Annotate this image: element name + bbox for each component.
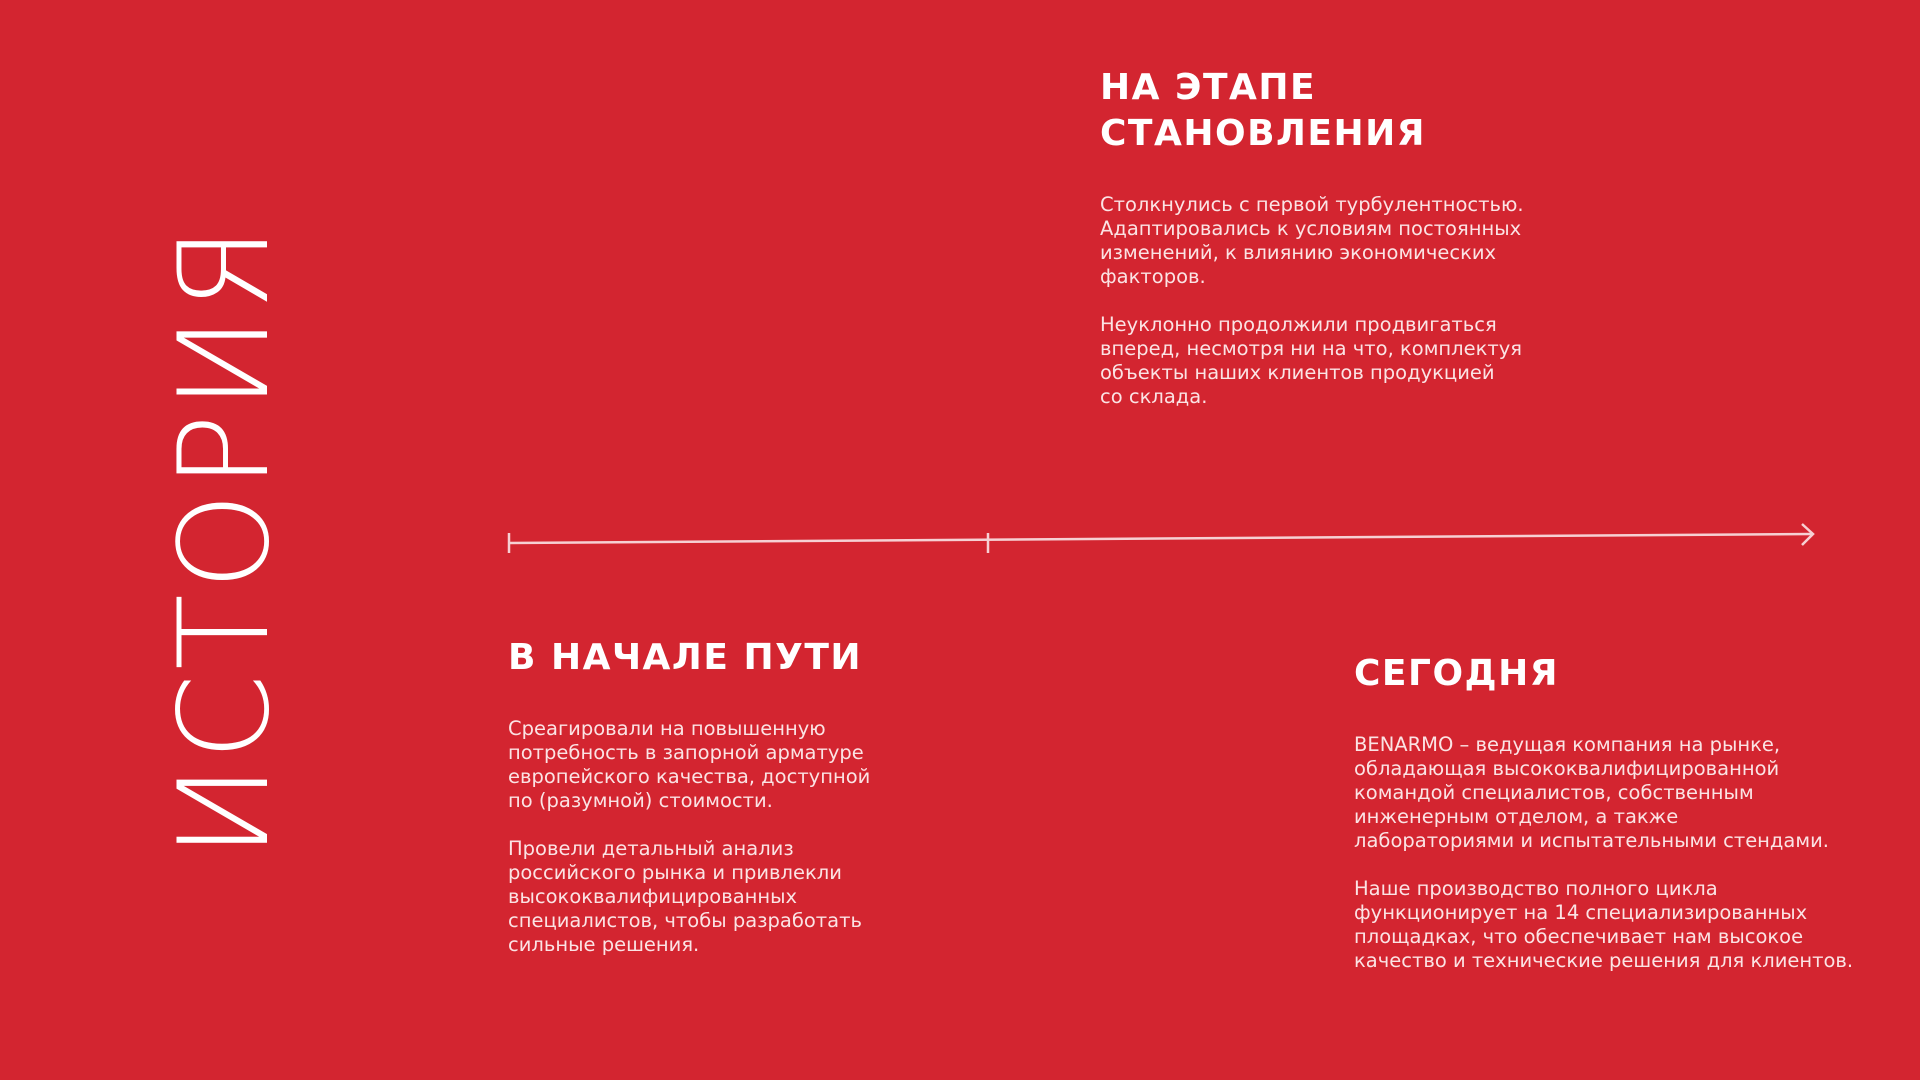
stage-beginning-title: В НАЧАЛЕ ПУТИ [508, 637, 863, 678]
stage-formation-paragraph-2: Неуклонно продолжили продвигаться вперед, несмотря ни на что, комплектуя объекты наших клиентов продукцией со склада. [1100, 313, 1523, 408]
stage-formation-block [1100, 65, 1660, 433]
timeline-arrowhead [1802, 524, 1813, 545]
stage-formation-paragraph-1: Столкнулись с первой турбулентностью. Адаптировались к условиям постоянных изменений, к влиянию экономических факторов. [1100, 193, 1524, 288]
stage-today-paragraph-2: Наше производство полного цикла функционирует на 14 специализированных площадках, что обеспечивает нам высокое качество и технические решения для клиентов. [1354, 877, 1854, 972]
stage-today-title: СЕГОДНЯ [1354, 653, 1559, 694]
stage-beginning-paragraph-2: Провели детальный анализ российского рынка и привлекли высококвалифицированных специалистов, чтобы разработать сильные решения. [508, 837, 862, 956]
stage-today-block [1354, 651, 1914, 997]
timeline-axis [509, 534, 1812, 543]
stage-beginning-paragraph-1: Среагировали на повышенную потребность в запорной арматуре европейского качества, доступной по (разумной) стоимости. [508, 717, 871, 812]
stage-today-paragraph-1: BENARMO – ведущая компания на рынке, обладающая высококвалифицированной командой специалистов, собственным инженерным отделом, а также лабораториями и испытательными стендами. [1354, 733, 1829, 852]
stage-formation-title: НА ЭТАПЕ СТАНОВЛЕНИЯ [1100, 67, 1426, 154]
page-title: ИСТОРИЯ [153, 221, 297, 859]
stage-beginning-block [508, 635, 1068, 981]
